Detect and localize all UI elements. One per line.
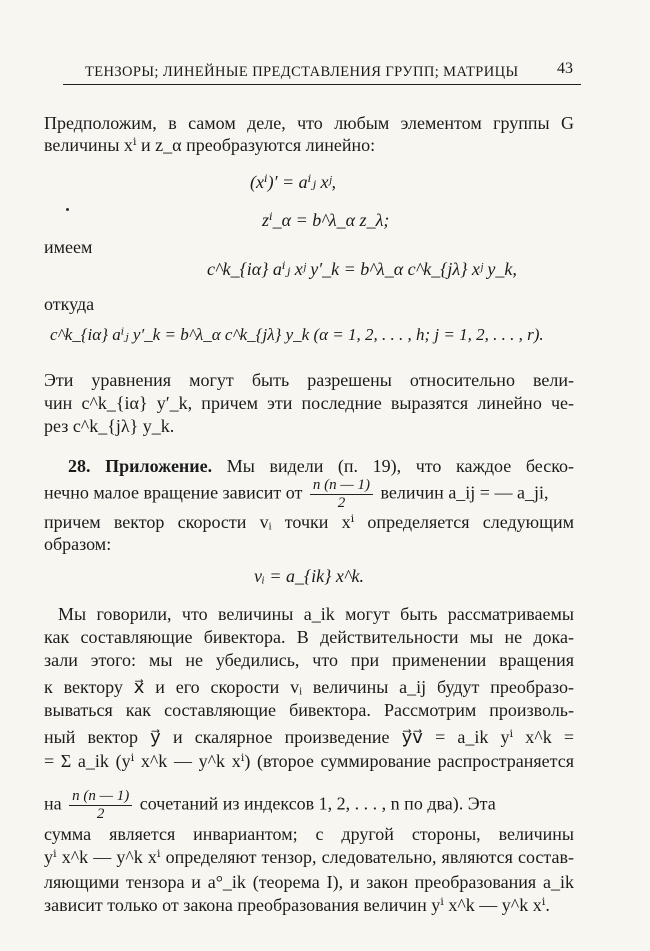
para4-line6: ный вектор y⃗ и скалярное произведение y⃗v⃗ = a_ik yⁱ x^k = [44, 727, 574, 747]
page-number: 43 [557, 60, 573, 77]
equation-5: vᵢ = a_{ik} x^k. [254, 566, 364, 586]
section-28-line2 [44, 477, 574, 513]
para4-line11: ляющими тензора и a°_ik (теорема I), и закон преобразования a_ik [44, 872, 574, 892]
para4-line3: зали этого: мы не убедились, что при применении вращения [44, 650, 574, 670]
equation-4: c^k_{iα} aⁱⱼ y′_k = b^λ_α c^k_{jλ} y_k (α = 1, 2, . . . , h; j = 1, 2, . . . , r). [50, 325, 544, 344]
para4-line8-b: сочетаний из индексов 1, 2, . . . , n по два). Эта [139, 793, 496, 814]
fraction-denominator: 2 [337, 495, 346, 511]
section-28-line3: причем вектор скорости vᵢ точки xⁱ определяется следующим [44, 512, 574, 532]
section-28-line1 [44, 455, 574, 477]
fraction-numerator: n (n — 1) [310, 477, 373, 495]
section-number: 28. [68, 456, 91, 476]
section-28-line2-b: величин a_ij = — a_ji, [380, 482, 549, 503]
para4-line10: yⁱ x^k — y^k xⁱ определяют тензор, следовательно, являются состав- [44, 847, 574, 867]
para4-line5: вываться как составляющие бивектора. Рассмотрим произволь- [44, 700, 574, 720]
page-header [63, 58, 581, 85]
para4-line1: Мы говорили, что величины a_ik могут быть рассматриваемы [58, 604, 574, 624]
para4-line4: к вектору x⃗ и его скорости vᵢ величины a_ij будут преобразо- [44, 677, 574, 697]
section-28-line2-a: нечно малое вращение зависит от [44, 482, 303, 503]
para1-line2: величины xⁱ и z_α преобразуются линейно: [44, 135, 376, 155]
para4-line8 [44, 788, 574, 824]
print-speck [66, 208, 69, 211]
equation-1: (xⁱ)′ = aⁱⱼ xʲ, [250, 172, 337, 192]
para2-line1: Эти уравнения могут быть разрешены относительно вели- [44, 370, 574, 390]
para4-line7: = Σ a_ik (yⁱ x^k — y^k xⁱ) (второе суммирование распространяется [44, 751, 574, 771]
para4-line8-a: на [44, 793, 62, 814]
section-28-line4: образом: [44, 534, 112, 554]
fraction-combinations [69, 788, 132, 823]
para1-line1: Предположим, в самом деле, что любым элементом группы G [44, 113, 574, 133]
label-otkuda: откуда [44, 294, 95, 314]
equation-3: c^k_{iα} aⁱⱼ xʲ y′_k = b^λ_α c^k_{jλ} xʲ y_k, [207, 259, 517, 279]
label-imeem: имеем [44, 237, 93, 257]
para2-line2: чин c^k_{iα} y′_k, причем эти последние выразятся линейно че- [44, 393, 574, 413]
equation-2: zⁱ_α = b^λ_α z_λ; [262, 210, 390, 230]
section-heading: Приложение. [105, 456, 213, 476]
fraction-numerator-2: n (n — 1) [69, 788, 132, 806]
running-title: ТЕНЗОРЫ; ЛИНЕЙНЫЕ ПРЕДСТАВЛЕНИЯ ГРУПП; МАТРИЦЫ [85, 64, 519, 80]
para4-line12: зависит только от закона преобразования величин yⁱ x^k — y^k xⁱ. [44, 895, 550, 915]
para4-line2: как составляющие бивектора. В действительности мы не дока- [44, 627, 574, 647]
section-28-line1-text: Мы видели (п. 19), что каждое беско- [226, 456, 575, 476]
para2-line3: рез c^k_{jλ} y_k. [44, 416, 175, 436]
fraction-n-n-minus-1-over-2 [310, 477, 373, 512]
para4-line9: сумма является инвариантом; с другой стороны, величины [44, 824, 574, 844]
fraction-denominator-2: 2 [96, 806, 105, 822]
